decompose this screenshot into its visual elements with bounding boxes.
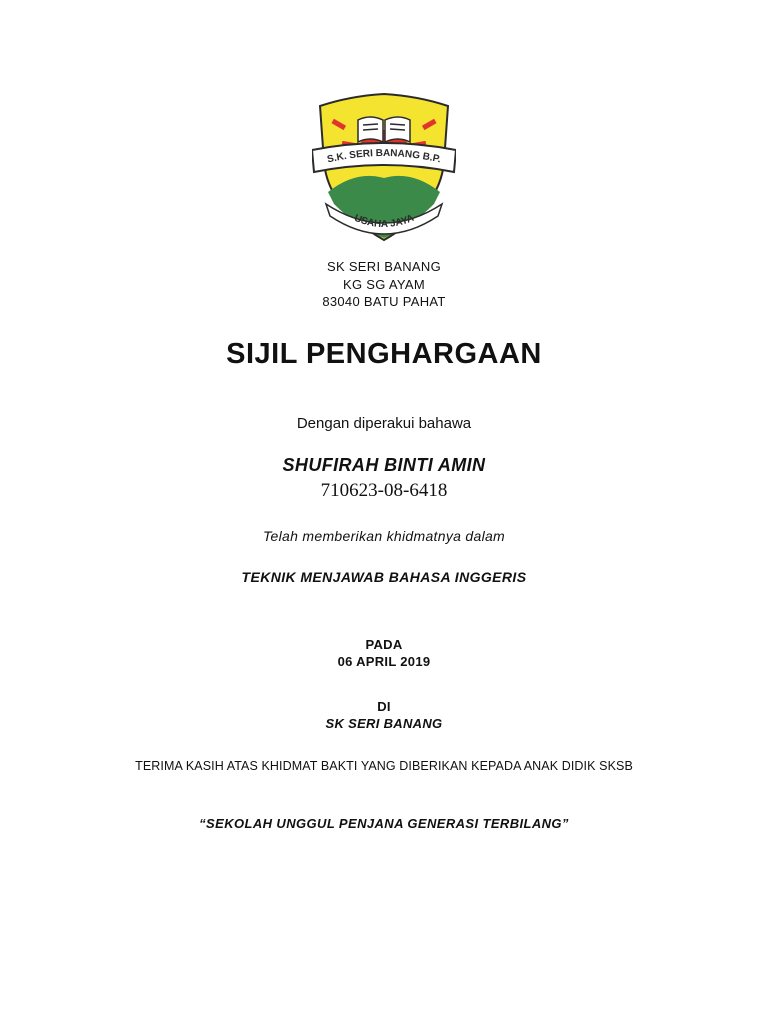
recipient-ic-number: 710623-08-6418 [320, 480, 448, 501]
service-line: Telah memberikan khidmatnya dalam [262, 528, 506, 544]
address-line-1: SK SERI BANANG [326, 259, 441, 274]
venue-label: DI [377, 699, 391, 714]
school-motto: “SEKOLAH UNGGUL PENJANA GENERASI TERBILANG” [199, 816, 569, 831]
address-line-2: KG SG AYAM [343, 277, 425, 292]
address-line-3: 83040 BATU PAHAT [322, 294, 446, 309]
school-crest-logo [312, 92, 456, 244]
crest-ribbon-text: S.K. SERI BANANG B.P. [326, 147, 442, 166]
course-title: TEKNIK MENJAWAB BAHASA INGGERIS [241, 569, 527, 585]
date-value: 06 APRIL 2019 [337, 654, 431, 669]
intro-text: Dengan diperakui bahawa [296, 415, 472, 432]
thanks-text: TERIMA KASIH ATAS KHIDMAT BAKTI YANG DIBERIKAN KEPADA ANAK DIDIK SKSB [135, 759, 633, 773]
crest-motto-text: USAHA JAYA [352, 212, 416, 231]
recipient-name: SHUFIRAH BINTI AMIN [282, 455, 486, 475]
venue-value: SK SERI BANANG [325, 716, 443, 731]
certificate-title: SIJIL PENGHARGAAN [226, 338, 542, 370]
date-label: PADA [365, 637, 403, 652]
